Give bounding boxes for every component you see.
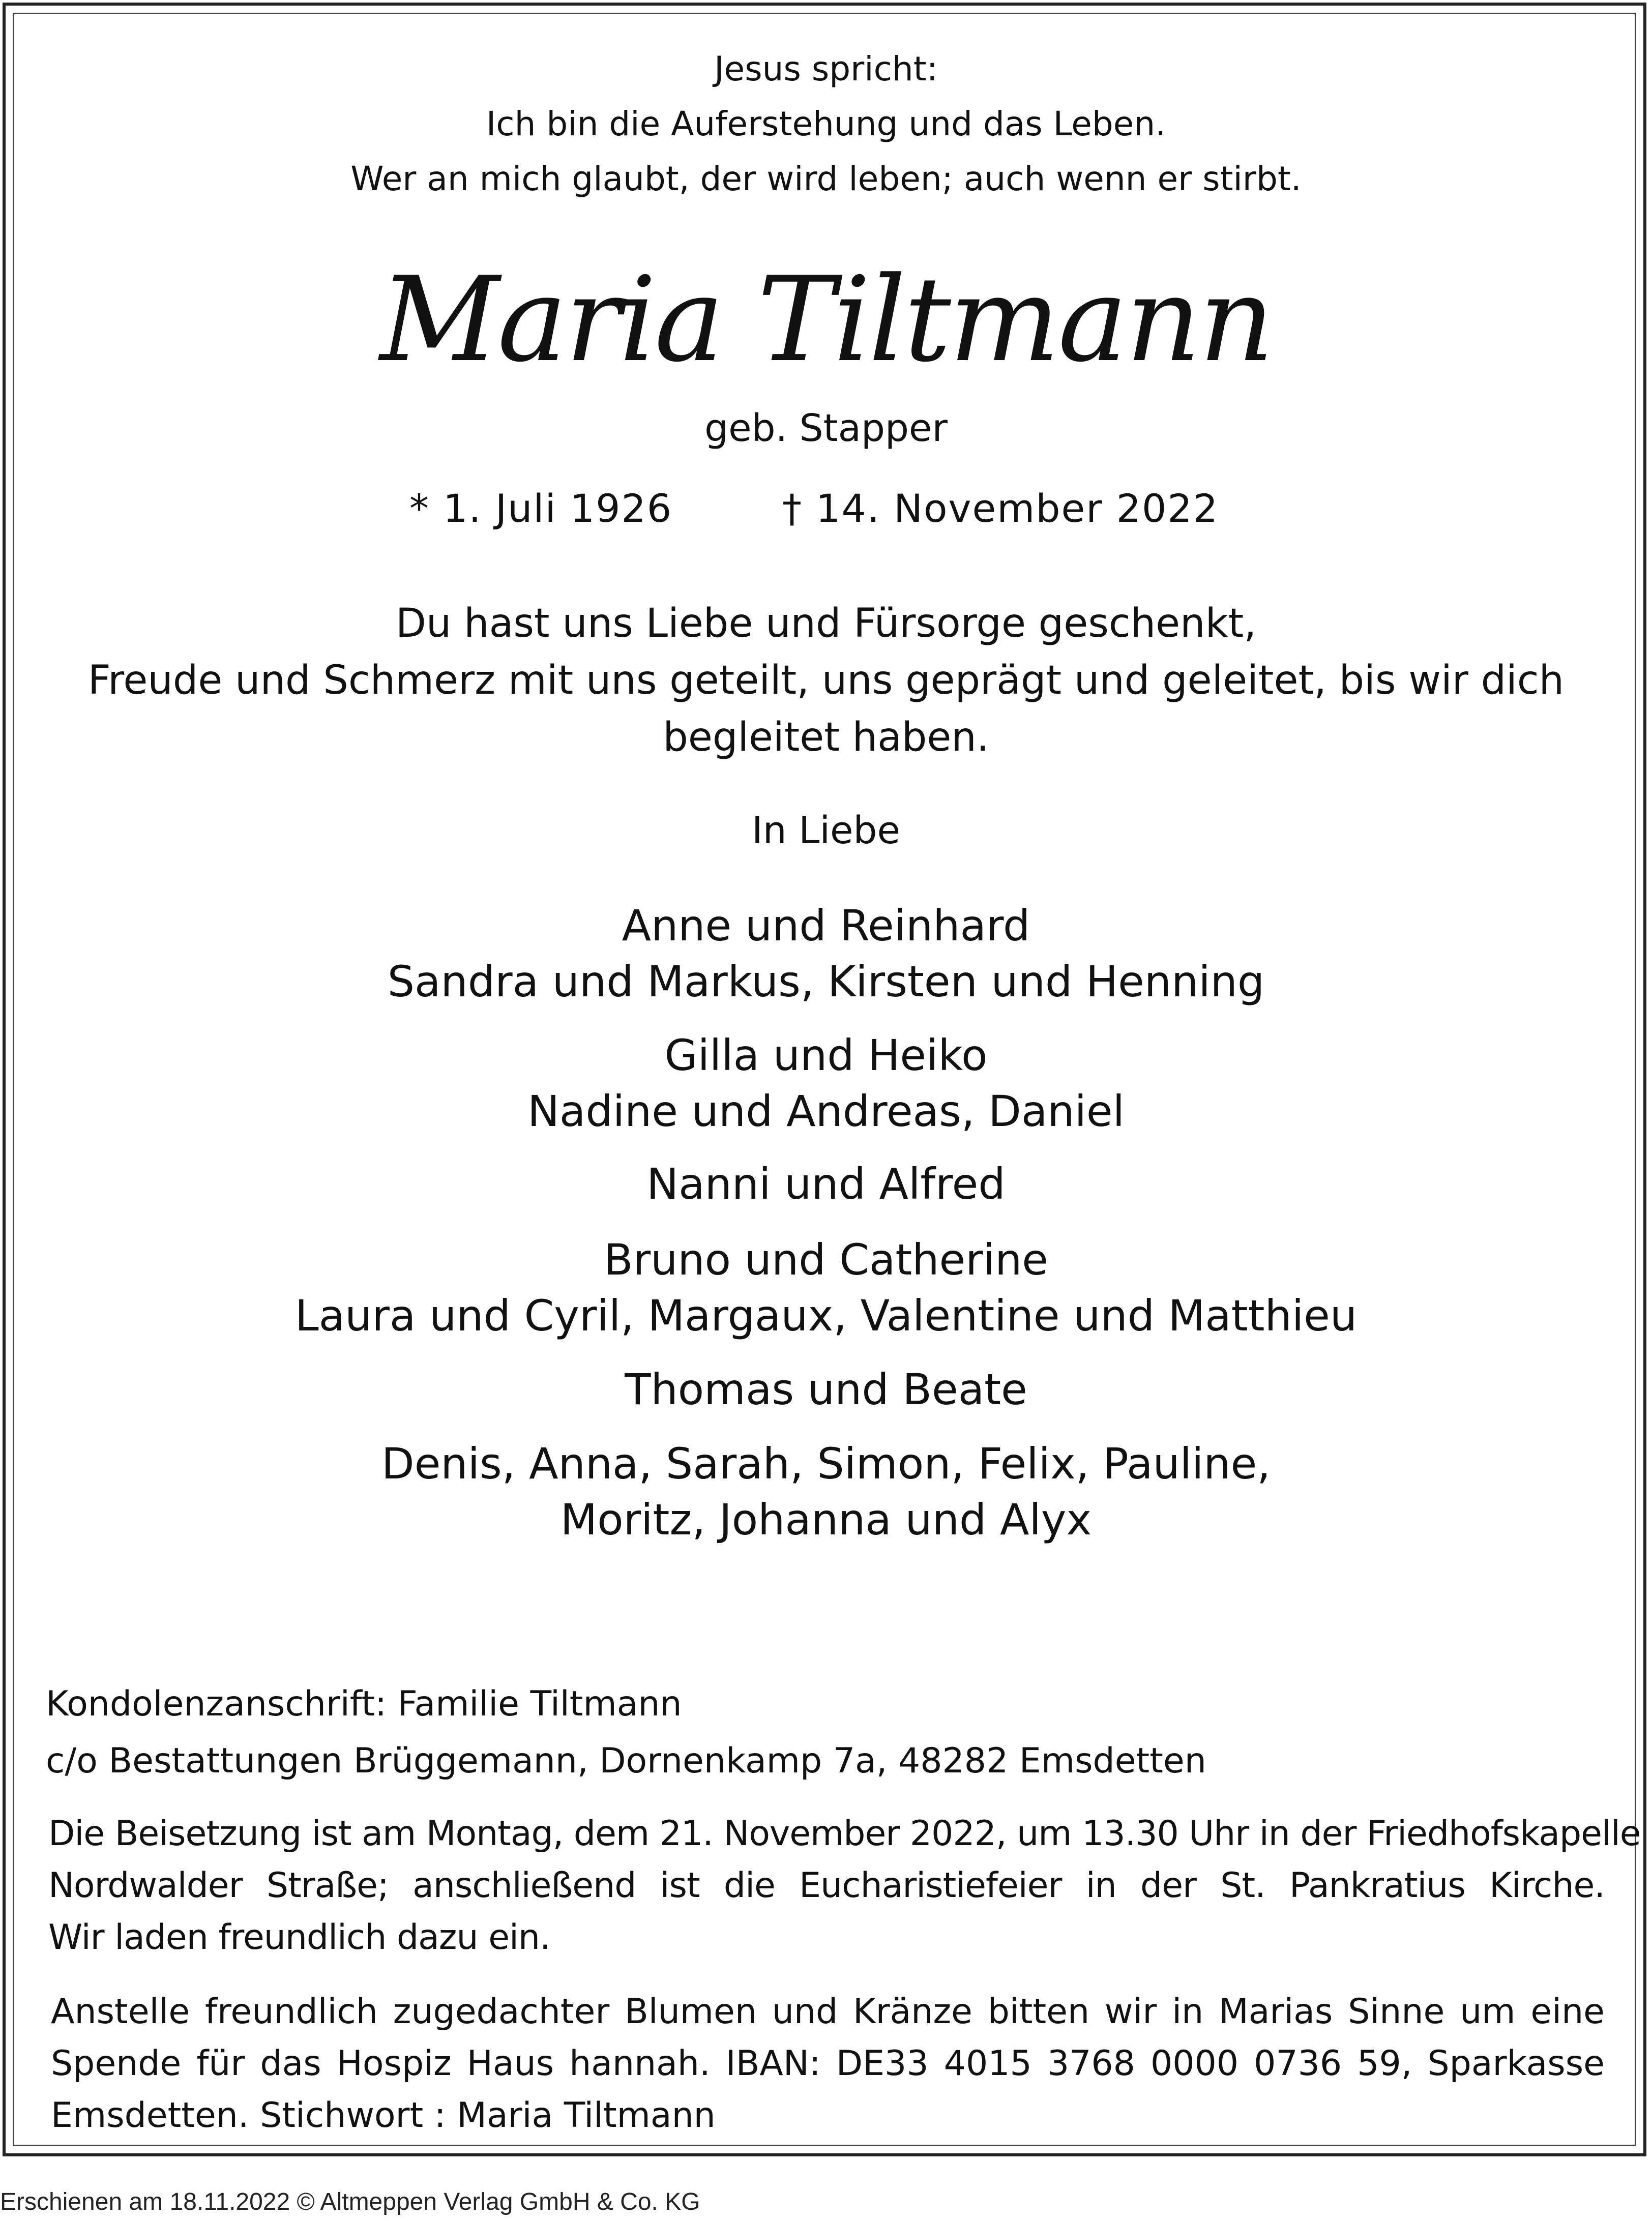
death-date: † 14. November 2022 bbox=[782, 486, 1219, 531]
funeral-line: Nordwalder Straße; anschließend ist die Eucharistiefeier in der St. Pankratius Kirche. bbox=[48, 1865, 1605, 1906]
family-line: Denis, Anna, Sarah, Simon, Felix, Pauline, bbox=[381, 1439, 1271, 1489]
funeral-line: Die Beisetzung ist am Montag, dem 21. November 2022, um 13.30 Uhr in der Friedhofskapelle bbox=[48, 1814, 1641, 1854]
family-line: Laura und Cyril, Margaux, Valentine und Matthieu bbox=[294, 1291, 1358, 1341]
family-group bbox=[0, 1027, 1652, 1139]
address-line: c/o Bestattungen Brüggemann, Dornenkamp 7a, 48282 Emsdetten bbox=[46, 1741, 1206, 1781]
birth-date: * 1. Juli 1926 bbox=[409, 486, 673, 531]
family-line: Sandra und Markus, Kirsten und Henning bbox=[387, 957, 1265, 1006]
publication-footer: Erschienen am 18.11.2022 © Altmeppen Verlag GmbH & Co. KG bbox=[0, 2188, 700, 2215]
donation-line: Emsdetten. Stichwort : Maria Tiltmann bbox=[51, 2095, 716, 2136]
in-love-label: In Liebe bbox=[751, 809, 901, 852]
family-line: Thomas und Beate bbox=[625, 1365, 1027, 1414]
family-line: Gilla und Heiko bbox=[664, 1030, 988, 1080]
poem-line: Du hast uns Liebe und Fürsorge geschenkt, bbox=[395, 601, 1257, 646]
address-line: Kondolenzanschrift: Familie Tiltmann bbox=[46, 1684, 682, 1724]
family-line: Nadine und Andreas, Daniel bbox=[527, 1086, 1125, 1136]
family-group bbox=[0, 898, 1652, 1010]
verse-line: Jesus spricht: bbox=[714, 49, 938, 88]
verse-line: Ich bin die Auferstehung und das Leben. bbox=[486, 104, 1166, 143]
family-group bbox=[0, 1156, 1652, 1212]
poem-line: Freude und Schmerz mit uns geteilt, uns geprägt und geleitet, bis wir dich bbox=[87, 658, 1565, 703]
donation-line: Anstelle freundlich zugedachter Blumen und Kränze bitten wir in Marias Sinne um eine bbox=[51, 1992, 1605, 2032]
funeral-details bbox=[48, 1808, 1641, 1964]
family-group bbox=[0, 1436, 1652, 1548]
condolence-address bbox=[46, 1676, 1206, 1790]
family-group bbox=[0, 1361, 1652, 1417]
family-line: Nanni und Alfred bbox=[646, 1159, 1006, 1209]
bible-verse bbox=[0, 42, 1652, 206]
deceased-name: Maria Tiltmann bbox=[379, 252, 1273, 388]
family-group bbox=[0, 1232, 1652, 1344]
family-line: Bruno und Catherine bbox=[603, 1235, 1048, 1285]
funeral-line: Wir laden freundlich dazu ein. bbox=[48, 1917, 550, 1958]
verse-line: Wer an mich glaubt, der wird leben; auch wenn er stirbt. bbox=[350, 159, 1302, 198]
family-line: Moritz, Johanna und Alyx bbox=[560, 1495, 1092, 1545]
donation-line: Spende für das Hospiz Haus hannah. IBAN: DE33 4015 3768 0000 0736 59, Sparkasse bbox=[51, 2043, 1605, 2084]
memorial-poem bbox=[0, 595, 1652, 766]
birth-name: geb. Stapper bbox=[704, 406, 948, 450]
family-line: Anne und Reinhard bbox=[622, 901, 1030, 951]
poem-line: begleitet haben. bbox=[663, 715, 989, 760]
donation-request bbox=[51, 1986, 1605, 2142]
